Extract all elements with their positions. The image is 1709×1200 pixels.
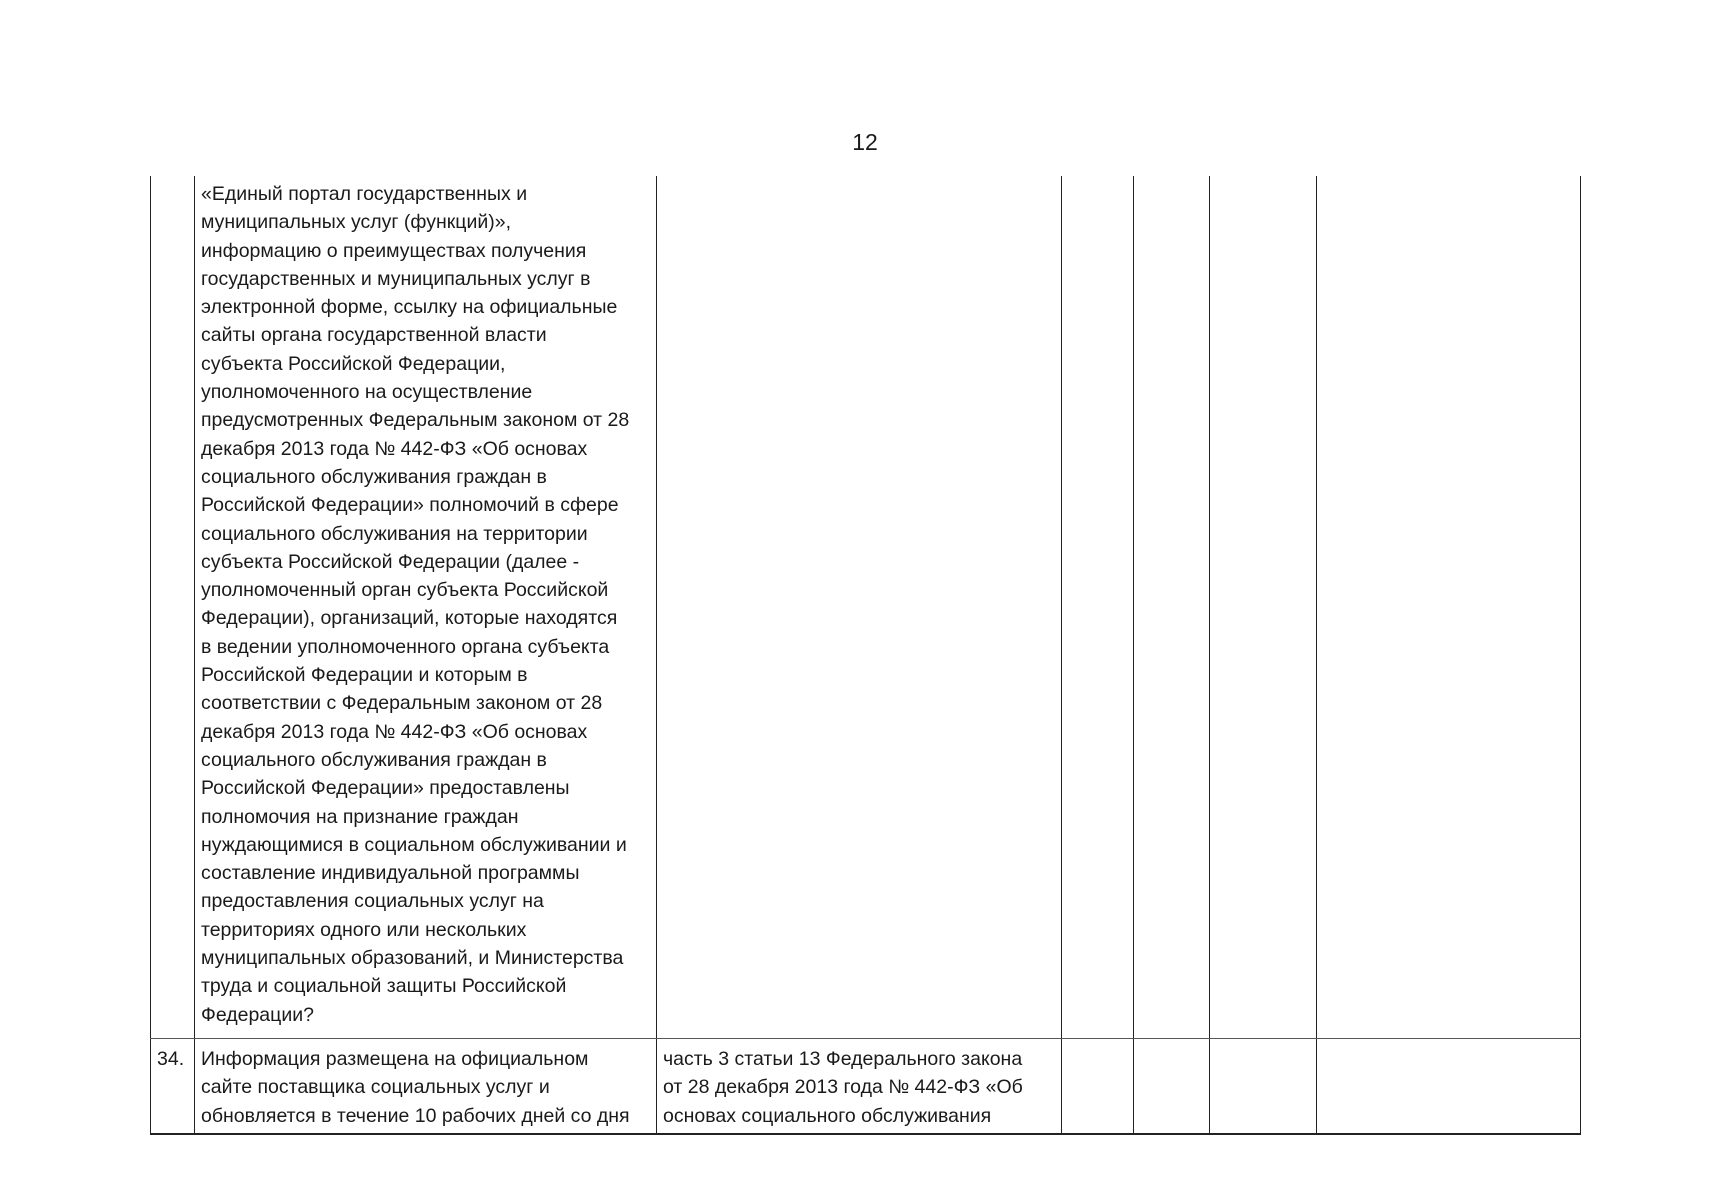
question-cell [195,1039,657,1135]
answer-yes-cell [1062,176,1134,1039]
page-number: 12 [852,129,878,155]
answer-na-cell [1210,1039,1317,1135]
question-cell [195,176,657,1039]
checklist-table [150,176,1581,1135]
reference-cell [657,1039,1062,1135]
answer-na-cell [1210,176,1317,1039]
notes-cell [1317,1039,1581,1135]
notes-cell [1317,176,1581,1039]
row-number-cell [151,176,195,1039]
reference-cell [657,176,1062,1039]
answer-yes-cell [1062,1039,1134,1135]
answer-no-cell [1134,1039,1210,1135]
question-text: Информация размещена на официальном сайте поставщика социальных услуг и обновляется в течение 10 рабочих дней со дня [201,1048,630,1127]
question-text: «Единый портал государственных и муниципальных услуг (функций)», информацию о преимуществах получения государственных и муниципальных услуг в электронной форме, ссылку на официальные сайты органа государственной власти субъекта Российской Федерации, уполномоченного на осуществление предусмотренных Федеральным законом от 28 декабря 2013 года № 442-ФЗ «Об основах социального обслуживания граждан в Российской Федерации» полномочий в сфере социального обслуживания на территории субъекта Российской Федерации (далее - уполномоченный орган субъекта Российской Федерации), организаций, которые находятся в ведении уполномоченного органа субъекта Российской Федерации и которым в соответствии с Федеральным законом от 28 декабря 2013 года № 442-ФЗ «Об основах социального обслуживания граждан в Российской Федерации» предоставлены полномочия на признание граждан нуждающимися в социальном обслуживании и составление индивидуальной программы предоставления социальных услуг на территориях одного или нескольких муниципальных образований, и Министерства труда и социальной защиты Российской Федерации? [201,183,630,1026]
table-row-34 [151,1039,1581,1135]
answer-no-cell [1134,176,1210,1039]
reference-text: часть 3 статьи 13 Федерального закона от 28 декабря 2013 года № 442-ФЗ «Об основах социального обслуживания [663,1048,1023,1127]
row-number-cell [151,1039,195,1135]
row-number: 34. [157,1048,185,1070]
table-row-continued [151,176,1581,1039]
